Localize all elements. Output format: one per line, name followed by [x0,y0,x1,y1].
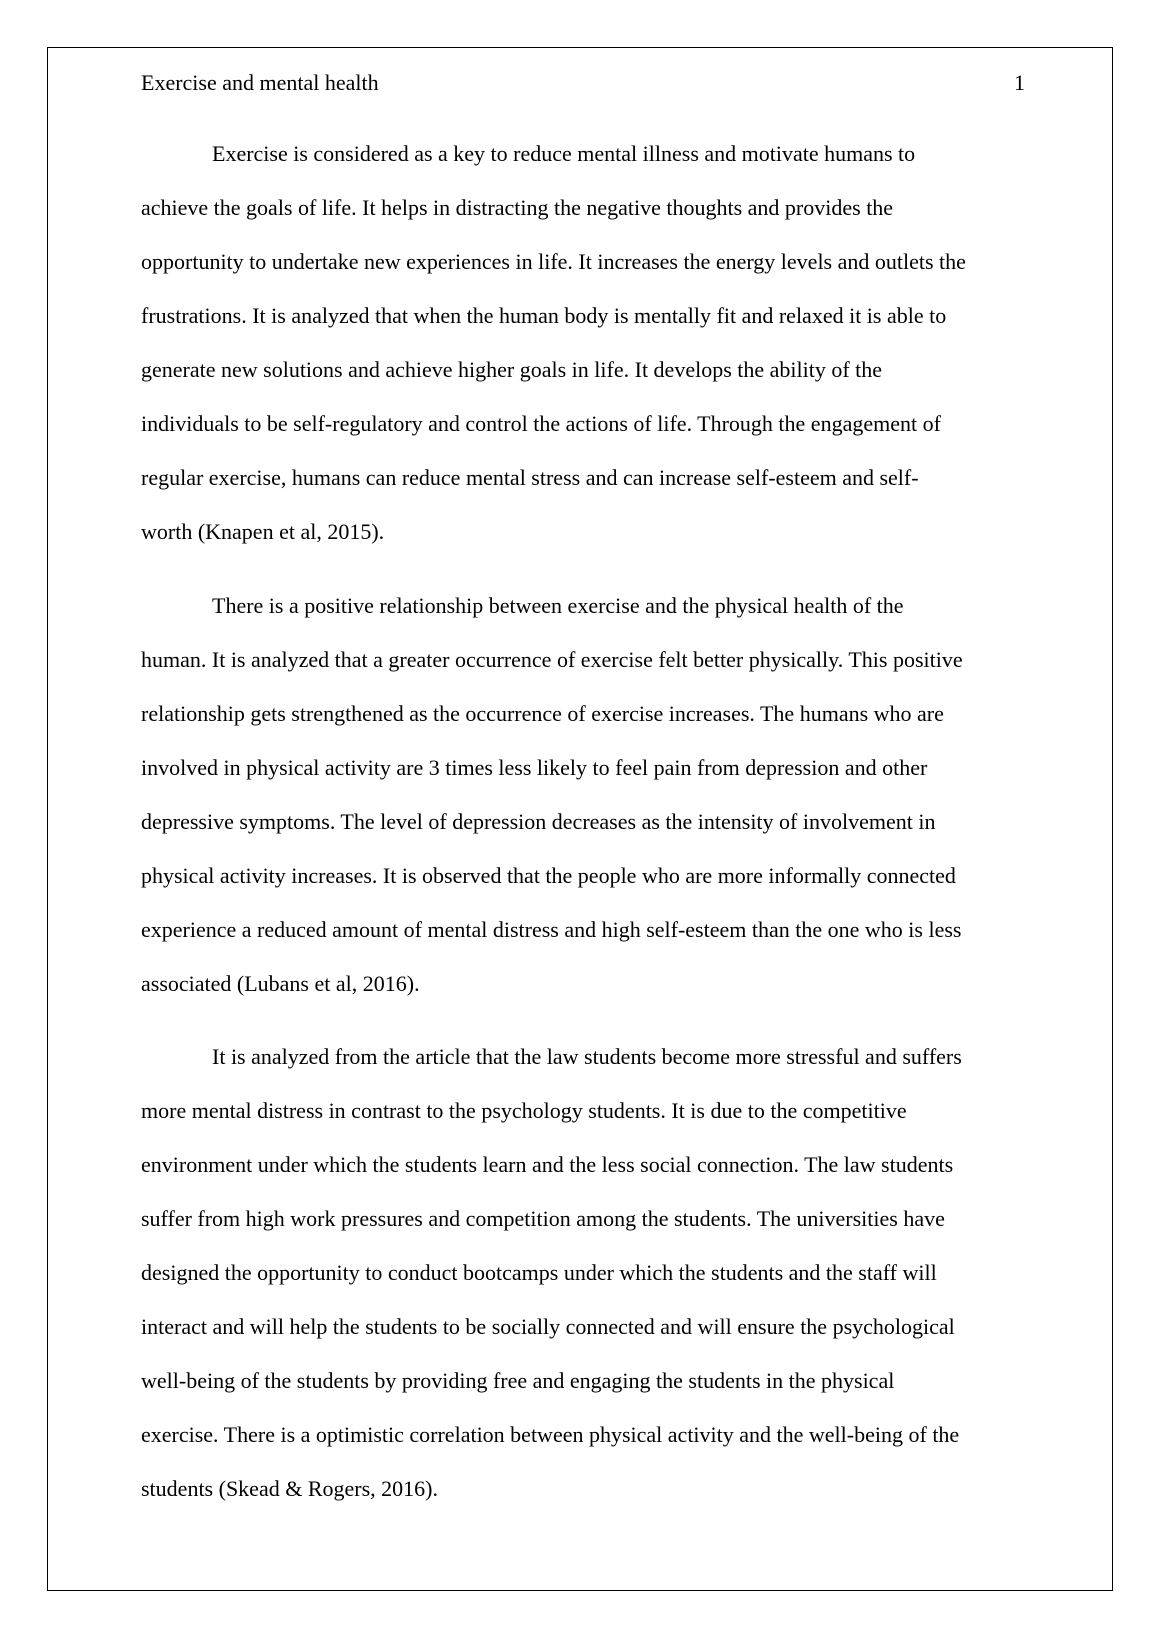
paragraph-2 [141,579,1028,1011]
paragraph-line: physical activity increases. It is observed that the people who are more informally connected [141,863,956,888]
paragraph-line: frustrations. It is analyzed that when the human body is mentally fit and relaxed it is able to [141,303,947,328]
paragraph-line: achieve the goals of life. It helps in distracting the negative thoughts and provides the [141,195,894,220]
paragraph-line: suffer from high work pressures and competition among the students. The universities have [141,1206,945,1231]
paragraph-line: environment under which the students learn and the less social connection. The law students [141,1152,954,1177]
paragraph-line: well-being of the students by providing free and engaging the students in the physical [141,1368,895,1393]
paragraph-line: designed the opportunity to conduct bootcamps under which the students and the staff will [141,1260,937,1285]
paragraph-line: regular exercise, humans can reduce mental stress and can increase self-esteem and self- [141,465,919,490]
paragraph-line: depressive symptoms. The level of depression decreases as the intensity of involvement in [141,809,936,834]
paragraph-line: associated (Lubans et al, 2016). [141,971,420,996]
paragraph-3 [141,1030,1028,1516]
paragraph-line: It is analyzed from the article that the law students become more stressful and suffers [212,1044,962,1069]
paragraph-line: interact and will help the students to be socially connected and will ensure the psychological [141,1314,955,1339]
page-number: 1 [1014,70,1025,95]
paragraph-1 [141,127,1028,559]
paragraph-line: generate new solutions and achieve higher goals in life. It develops the ability of the [141,357,883,382]
running-head: Exercise and mental health [141,70,379,95]
paragraph-line: worth (Knapen et al, 2015). [141,519,385,544]
paragraph-line: There is a positive relationship between exercise and the physical health of the [212,593,904,618]
paragraph-line: experience a reduced amount of mental distress and high self-esteem than the one who is less [141,917,962,942]
paragraph-line: involved in physical activity are 3 times less likely to feel pain from depression and other [141,755,928,780]
paragraph-line: Exercise is considered as a key to reduce mental illness and motivate humans to [212,141,916,166]
paragraph-line: students (Skead & Rogers, 2016). [141,1476,438,1501]
paragraph-line: relationship gets strengthened as the occurrence of exercise increases. The humans who are [141,701,944,726]
paragraph-line: exercise. There is a optimistic correlation between physical activity and the well-being of the [141,1422,960,1447]
paragraph-line: opportunity to undertake new experiences in life. It increases the energy levels and outlets the [141,249,966,274]
paragraph-line: human. It is analyzed that a greater occurrence of exercise felt better physically. This positive [141,647,963,672]
paragraph-line: individuals to be self-regulatory and control the actions of life. Through the engagement of [141,411,941,436]
paragraph-line: more mental distress in contrast to the psychology students. It is due to the competitive [141,1098,907,1123]
page-header [141,68,1025,98]
